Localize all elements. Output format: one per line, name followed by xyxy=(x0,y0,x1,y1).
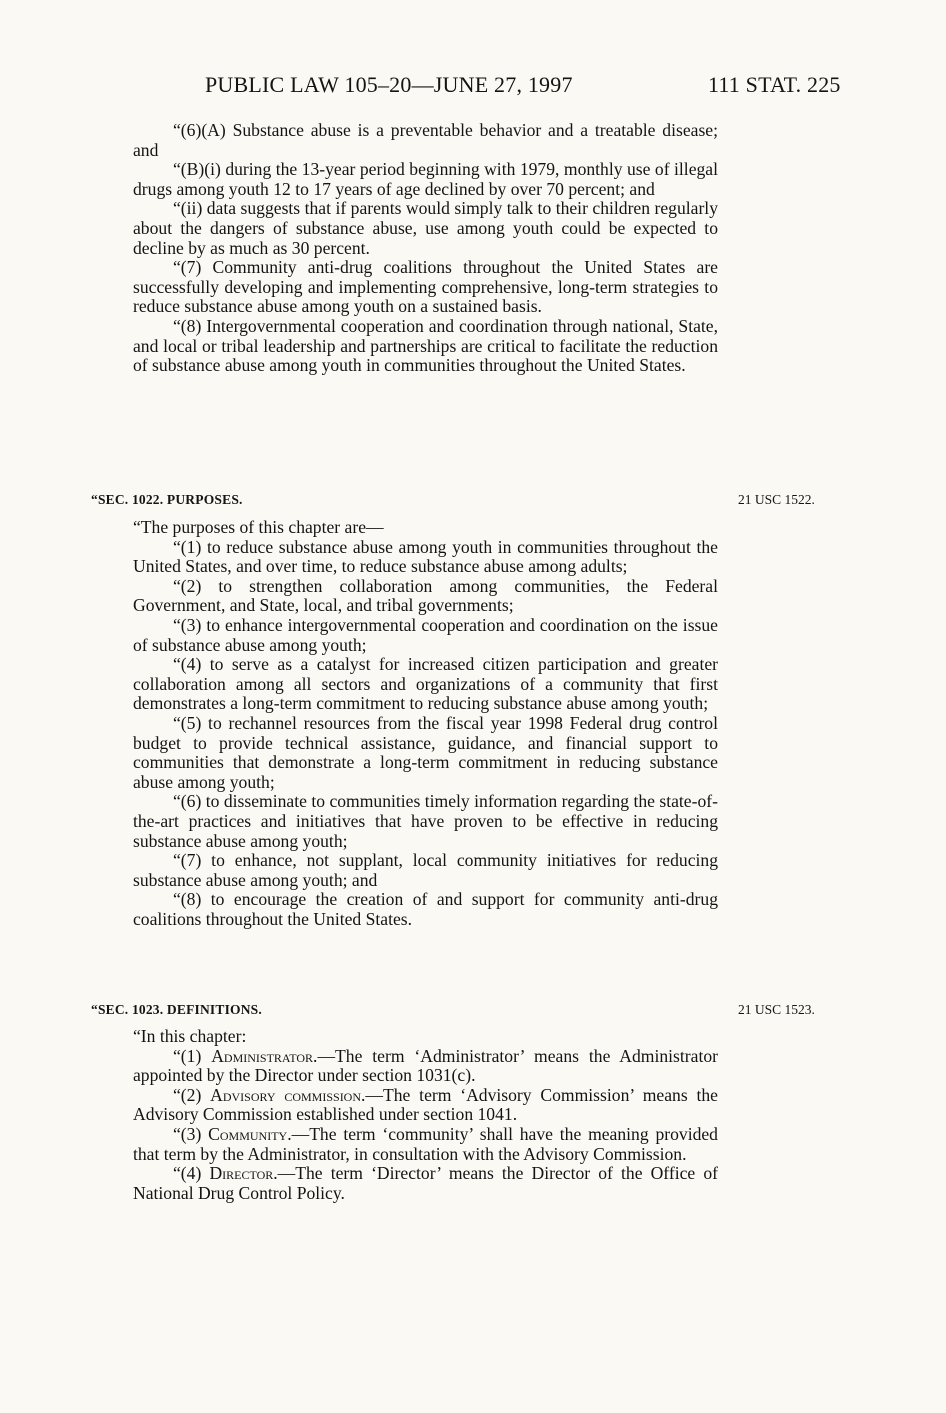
section-1022-body xyxy=(133,518,718,929)
margin-note-usc-1523: 21 USC 1523. xyxy=(738,1002,815,1017)
list-item: “(2) to strengthen collaboration among communities, the Federal Government, and State, local, and tribal governments; xyxy=(133,575,718,616)
section-1023-body xyxy=(133,1027,718,1203)
definition-3: “(3) Community.—The term ‘community’ shall have the meaning provided that term by the Administrator, in consultation with the Advisory Commission. xyxy=(133,1123,718,1164)
definition-2: “(2) Advisory commission.—The term ‘Advisory Commission’ means the Advisory Commission established under section 1041. xyxy=(133,1084,718,1125)
list-item: “(5) to rechannel resources from the fiscal year 1998 Federal drug control budget to provide technical assistance, guidance, and financial support to communities that demonstrate a long-term commitment in reducing substance abuse among youth; xyxy=(133,712,718,792)
list-item: “(4) to serve as a catalyst for increased citizen participation and greater collaboration among all sectors and organizations of a community that first demonstrates a long-term commitment to reducing substance abuse among youth; xyxy=(133,654,718,714)
section-intro: “The purposes of this chapter are— xyxy=(133,517,384,537)
list-item: “(6) to disseminate to communities timely information regarding the state-of-the-art practices and initiatives that have proven to be effective in reducing substance abuse among youth; xyxy=(133,791,718,851)
list-item: “(8) to encourage the creation of and support for community anti-drug coalitions throughout the United States. xyxy=(133,889,718,929)
paragraph: “(7) Community anti-drug coalitions throughout the United States are successfully developing and implementing comprehensive, long-term strategies to reduce substance abuse among youth on a sustained basis. xyxy=(133,257,718,317)
defined-term: Advisory commission. xyxy=(210,1084,366,1105)
paragraph: “(B)(i) during the 13-year period beginning with 1979, monthly use of illegal drugs among youth 12 to 17 years of age declined by over 70 percent; and xyxy=(133,159,718,199)
section-heading-1022: “SEC. 1022. PURPOSES. xyxy=(91,492,243,507)
definition-4: “(4) Director.—The term ‘Director’ means the Director of the Office of National Drug Control Policy. xyxy=(133,1163,718,1203)
list-item: “(7) to enhance, not supplant, local community initiatives for reducing substance abuse among youth; and xyxy=(133,850,718,890)
defined-term: Administrator. xyxy=(211,1045,318,1066)
defined-term: Community. xyxy=(208,1123,292,1144)
list-item: “(1) to reduce substance abuse among youth in communities throughout the United States, and over time, to reduce substance abuse among adults; xyxy=(133,536,718,577)
margin-note-usc-1522: 21 USC 1522. xyxy=(738,492,815,507)
list-item: “(3) to enhance intergovernmental cooperation and coordination on the issue of substance abuse among youth; xyxy=(133,614,718,655)
definition-1: “(1) Administrator.—The term ‘Administrator’ means the Administrator appointed by the Director under section 1031(c). xyxy=(133,1045,718,1086)
defined-term: Director. xyxy=(209,1163,278,1184)
section-heading-1023: “SEC. 1023. DEFINITIONS. xyxy=(91,1002,262,1017)
stat-page-number: 111 STAT. 225 xyxy=(708,72,841,97)
paragraph: “(8) Intergovernmental cooperation and coordination through national, State, and local or tribal leadership and partnerships are critical to facilitate the reduction of substance abuse among youth in communities throughout the United States. xyxy=(133,315,718,376)
running-head: PUBLIC LAW 105–20—JUNE 27, 1997 xyxy=(205,72,573,97)
findings-continued xyxy=(133,121,718,376)
section-intro: “In this chapter: xyxy=(133,1026,247,1046)
paragraph: “(ii) data suggests that if parents would simply talk to their children regularly about the dangers of substance abuse, use among youth could be expected to decline by as much as 30 percent. xyxy=(133,198,718,258)
paragraph: “(6)(A) Substance abuse is a preventable behavior and a treatable disease; and xyxy=(133,120,718,160)
